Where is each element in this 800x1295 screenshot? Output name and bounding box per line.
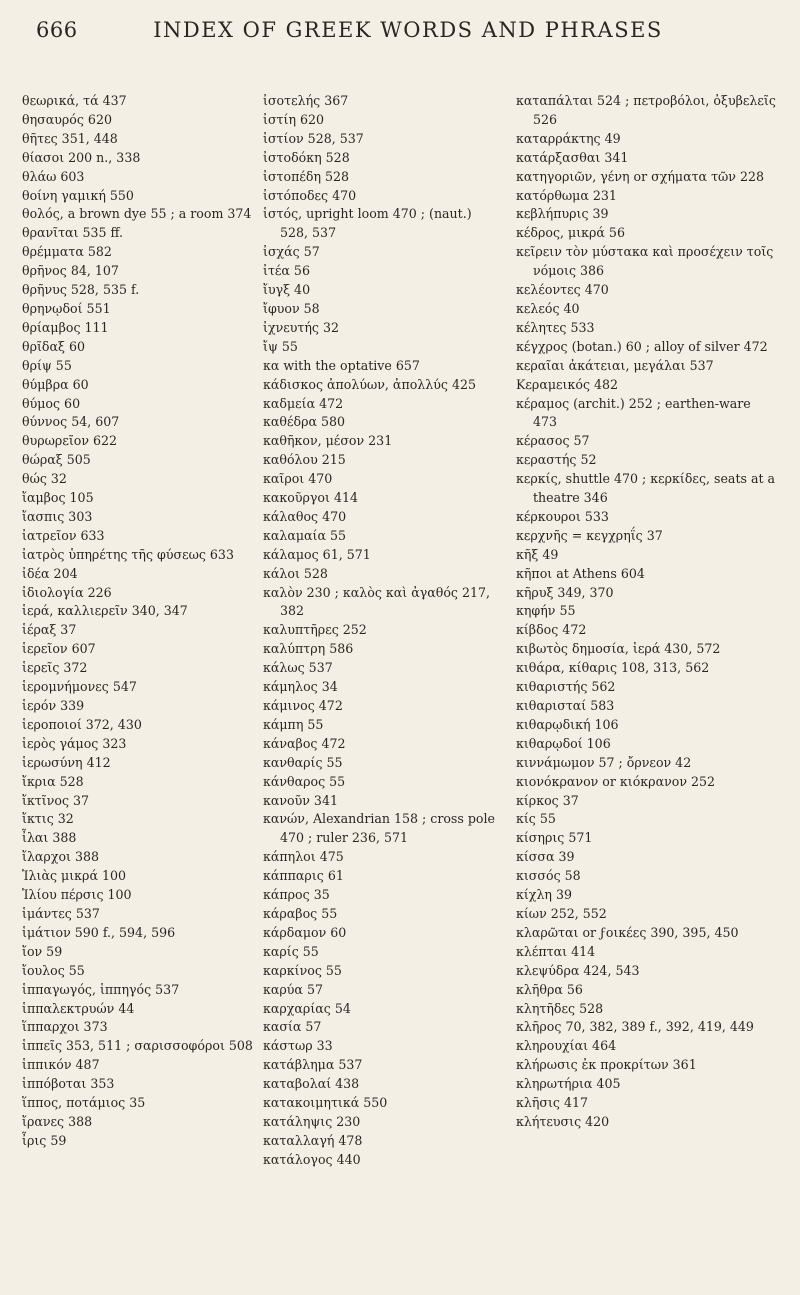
index-entry: κάστωρ 33 [263, 1038, 333, 1054]
index-entry: κληρουχίαι 464 [516, 1038, 617, 1054]
index-entry: ἰχνευτής 32 [263, 319, 339, 335]
index-entry: ἰτέα 56 [263, 263, 310, 279]
index-entry: ἱππόβοται 353 [22, 1076, 115, 1092]
index-entry: ἰστίη 620 [263, 111, 325, 127]
index-entry: ἱστίον 528, 537 [263, 130, 364, 146]
index-entry: θλάω 603 [22, 168, 85, 184]
index-entry: ἶλαι 388 [22, 830, 77, 846]
index-entry: καταρράκτης 49 [516, 130, 621, 146]
index-entry: ἱεροποιοί 372, 430 [22, 716, 142, 732]
index-entry: καθῆκον, μέσον 231 [263, 433, 393, 449]
index-entry: κάλοι 528 [263, 565, 328, 581]
index-entry: κανθαρίς 55 [263, 754, 343, 770]
index-entry: καλυπτῆρες 252 [263, 622, 367, 638]
index-entry: θρίαμβος 111 [22, 319, 109, 335]
index-column-1 [22, 92, 254, 1151]
index-entry: ἱερὸς γάμος 323 [22, 735, 127, 751]
index-entry: ἰσχάς 57 [263, 244, 320, 260]
index-entry: κάππαρις 61 [263, 868, 344, 884]
index-entry: καταπάλται 524 ; πετροβόλοι, ὀξυβελεῖς 526 [516, 93, 776, 127]
index-entry: κιθαριστής 562 [516, 679, 616, 695]
index-entry: ἱππαλεκτρυών 44 [22, 1000, 135, 1016]
index-entry: καδμεία 472 [263, 395, 344, 411]
index-entry: κλαρῶται or ϝοικέες 390, 395, 450 [516, 924, 739, 940]
index-entry: κιθαρισταί 583 [516, 698, 615, 713]
index-entry: κλῆσις 417 [516, 1095, 589, 1111]
index-entry: κάμπη 55 [263, 716, 324, 732]
index-entry: ἴασπις 303 [22, 508, 93, 524]
index-entry: κελεός 40 [516, 300, 580, 316]
index-entry: ἴυγξ 40 [263, 282, 311, 298]
index-entry: ἴρανες 388 [22, 1113, 93, 1129]
index-entry: κατακοιμητικά 550 [263, 1095, 388, 1111]
index-entry: κατόρθωμα 231 [516, 187, 617, 203]
index-entry: καλὸν 230 ; καλὸς καὶ ἀγαθός 217, 382 [263, 584, 490, 619]
index-entry: κάλαθος 470 [263, 508, 347, 524]
index-entry: ἰδιολογία 226 [22, 584, 112, 600]
index-entry: κιονόκρανον or κιόκρανον 252 [516, 773, 716, 789]
index-entry: ἴφυον 58 [263, 300, 320, 316]
index-entry: θρανῖται 535 ff. [22, 225, 124, 241]
index-entry: κάπηλοι 475 [263, 849, 344, 865]
index-entry: κεβλήπυρις 39 [516, 206, 609, 222]
index-entry: κάναβος 472 [263, 735, 346, 751]
index-entry: κίων 252, 552 [516, 905, 607, 921]
index-entry: κάνθαρος 55 [263, 773, 346, 789]
index-entry: θύμβρα 60 [22, 376, 89, 392]
index-entry: ἱερεῖον 607 [22, 641, 96, 657]
index-entry: Κεραμεικός 482 [516, 376, 619, 392]
index-entry: κανοῦν 341 [263, 792, 338, 808]
index-entry: κακοῦργοι 414 [263, 490, 358, 506]
index-entry: ἱμάτιον 590 f., 594, 596 [22, 924, 176, 940]
index-entry: κασία 57 [263, 1019, 322, 1035]
index-entry: κιβωτὸς δημοσία, ἱερά 430, 572 [516, 641, 721, 657]
index-entry: κάλως 537 [263, 660, 333, 676]
index-entry: κιθάρα, κίθαρις 108, 313, 562 [516, 660, 710, 676]
index-entry: ἱερωσύνη 412 [22, 754, 111, 770]
index-entry: καῖροι 470 [263, 471, 333, 487]
index-entry: κα with the optative 657 [263, 357, 420, 373]
index-entry: θυρωρεῖον 622 [22, 433, 118, 449]
index-entry: Ἰλιὰς μικρά 100 [22, 868, 126, 884]
index-entry: κερκίς, shuttle 470 ; κερκίδες, seats at a theatre 346 [516, 471, 776, 506]
index-entry: κέλητες 533 [516, 319, 595, 335]
index-entry: ἰσοτελής 367 [263, 93, 349, 108]
index-entry: ἰστοδόκη 528 [263, 149, 350, 165]
index-entry: ἰστόποδες 470 [263, 187, 357, 203]
index-entry: ἰδέα 204 [22, 565, 78, 581]
index-entry: κίχλη 39 [516, 887, 572, 903]
index-entry: κάραβος 55 [263, 905, 338, 921]
index-entry: καταλλαγή 478 [263, 1132, 363, 1148]
index-entry: ἴψ 55 [263, 338, 298, 354]
index-entry: κλεψύδρα 424, 543 [516, 962, 640, 978]
index-entry: κατάληψις 230 [263, 1113, 361, 1129]
index-entry: κιννάμωμον 57 ; ὄρνεον 42 [516, 754, 692, 770]
index-entry: θρῆνυς 528, 535 f. [22, 282, 140, 298]
index-entry: θώραξ 505 [22, 452, 91, 468]
page-header [36, 12, 780, 52]
index-entry: ἵππος, ποτάμιος 35 [22, 1095, 146, 1111]
running-title: INDEX OF GREEK WORDS AND PHRASES [153, 18, 663, 42]
index-entry: κίς 55 [516, 811, 556, 827]
index-entry: κεραῖαι ἀκάτειαι, μεγάλαι 537 [516, 357, 714, 373]
index-entry: ἱμάντες 537 [22, 905, 100, 921]
index-entry: ἴον 59 [22, 943, 63, 959]
index-entry: θῆτες 351, 448 [22, 130, 118, 146]
index-entry: ἱππεῖς 353, 511 ; σαρισσοφόροι 508 [22, 1038, 253, 1054]
index-entry: ἰστοπέδη 528 [263, 168, 350, 184]
index-entry: καλύπτρη 586 [263, 641, 354, 657]
index-entry: καρχαρίας 54 [263, 1000, 351, 1016]
index-entry: κῆρυξ 349, 370 [516, 584, 614, 600]
index-entry: ἱέραξ 37 [22, 622, 77, 638]
index-entry: καρύα 57 [263, 981, 323, 997]
index-entry: καταβολαί 438 [263, 1076, 360, 1092]
index-column-3 [516, 92, 778, 1132]
index-entry: καρκίνος 55 [263, 962, 342, 978]
index-entry: κέραμος (archit.) 252 ; earthen-ware 473 [516, 395, 751, 430]
index-entry: θοίνη γαμική 550 [22, 187, 134, 203]
index-entry: κανών, Alexandrian 158 ; cross pole 470 ; ruler 236, 571 [263, 811, 495, 846]
index-entry: κατάλογος 440 [263, 1151, 361, 1167]
index-entry: θρῆνος 84, 107 [22, 263, 119, 279]
index-entry: θρηνῳδοί 551 [22, 300, 111, 316]
index-entry: ἴαμβος 105 [22, 490, 94, 506]
index-entry: κέδρος, μικρά 56 [516, 225, 625, 241]
index-entry: ἴκτις 32 [22, 811, 74, 827]
index-entry: κλήτευσις 420 [516, 1113, 610, 1129]
index-entry: κελέοντες 470 [516, 282, 609, 298]
index-entry: κατάβλημα 537 [263, 1057, 363, 1073]
index-entry: κίσηρις 571 [516, 830, 593, 846]
index-entry: θρέμματα 582 [22, 244, 112, 260]
index-entry: ἱερόν 339 [22, 698, 85, 713]
index-entry: θρῖδαξ 60 [22, 338, 85, 354]
index-entry: θύννος 54, 607 [22, 414, 120, 430]
index-entry: κίρκος 37 [516, 792, 579, 808]
index-entry: ἱππαγωγός, ἱππηγός 537 [22, 981, 180, 997]
index-entry: καρίς 55 [263, 943, 319, 959]
index-entry: ἴλαρχοι 388 [22, 849, 100, 865]
index-entry: θύμος 60 [22, 395, 81, 411]
index-entry: καθόλου 215 [263, 452, 346, 468]
index-entry: κάρδαμον 60 [263, 924, 347, 940]
index-entry: κλητῆδες 528 [516, 1000, 604, 1016]
index-entry: κάδισκος ἀπολύων, ἀπολλύς 425 [263, 376, 477, 392]
index-entry: κερχνῆς = κεγχρηΐς 37 [516, 527, 663, 543]
index-entry: θησαυρός 620 [22, 111, 112, 127]
index-entry: θίασοι 200 n., 338 [22, 149, 141, 165]
index-entry: ἴκτῖνος 37 [22, 792, 90, 808]
index-entry: κέρκουροι 533 [516, 508, 609, 524]
index-column-2 [263, 92, 495, 1170]
index-entry: θρίψ 55 [22, 357, 72, 373]
index-entry: καθέδρα 580 [263, 414, 346, 430]
index-entry: κίβδος 472 [516, 622, 587, 638]
index-entry: ἰατρὸς ὑπηρέτης τῆς φύσεως 633 [22, 546, 234, 562]
index-entry: ἱερεῖς 372 [22, 660, 88, 676]
index-entry: ἴουλος 55 [22, 962, 85, 978]
index-entry: κεῖρειν τὸν μύστακα καὶ προσέχειν τοῖς νόμοις 386 [516, 244, 774, 279]
index-entry: κισσός 58 [516, 868, 581, 884]
index-entry: κλέπται 414 [516, 943, 596, 959]
index-entry: Ἰλίου πέρσις 100 [22, 887, 132, 903]
index-entry: θώς 32 [22, 471, 67, 487]
index-entry: κλῆρος 70, 382, 389 f., 392, 419, 449 [516, 1019, 754, 1035]
index-entry: κεραστής 52 [516, 452, 597, 468]
page-number: 666 [36, 18, 78, 42]
index-entry: κάμηλος 34 [263, 679, 338, 695]
index-entry: κῆξ 49 [516, 546, 559, 562]
index-entry: κηφήν 55 [516, 603, 576, 619]
index-entry: κέρασος 57 [516, 433, 590, 449]
index-entry: κέγχρος (botan.) 60 ; alloy of silver 472 [516, 338, 768, 354]
index-entry: κάλαμος 61, 571 [263, 546, 371, 562]
index-entry: ἵππαρχοι 373 [22, 1019, 108, 1035]
index-entry: κιθαρῳδική 106 [516, 716, 619, 732]
index-entry: κάμινος 472 [263, 698, 343, 713]
index-entry: κατάρξασθαι 341 [516, 149, 629, 165]
index-entry: ἰατρεῖον 633 [22, 527, 105, 543]
index-entry: κιθαρῳδοί 106 [516, 735, 611, 751]
index-entry: κίσσα 39 [516, 849, 575, 865]
index-entry: ἱππικόν 487 [22, 1057, 100, 1073]
index-entry: κατηγοριῶν, γένη or σχήματα τῶν 228 [516, 168, 765, 184]
index-entry: καλαμαία 55 [263, 527, 347, 543]
index-entry: ἱερομνήμονες 547 [22, 679, 137, 695]
index-entry: θεωρικά, τά 437 [22, 93, 127, 108]
index-entry: ἴκρια 528 [22, 773, 84, 789]
index-entry: κλῆθρα 56 [516, 981, 583, 997]
index-entry: κῆποι at Athens 604 [516, 565, 645, 581]
index-entry: κλήρωσις ἐκ προκρίτων 361 [516, 1057, 697, 1073]
index-entry: κληρωτήρια 405 [516, 1076, 621, 1092]
index-entry: κάπρος 35 [263, 887, 330, 903]
index-entry: ἱερά, καλλιερεῖν 340, 347 [22, 603, 188, 619]
index-entry: ἶρις 59 [22, 1132, 67, 1148]
index-entry: ἱστός, upright loom 470 ; (naut.) 528, 537 [263, 206, 472, 241]
index-entry: θολός, a brown dye 55 ; a room 374 [22, 206, 252, 222]
